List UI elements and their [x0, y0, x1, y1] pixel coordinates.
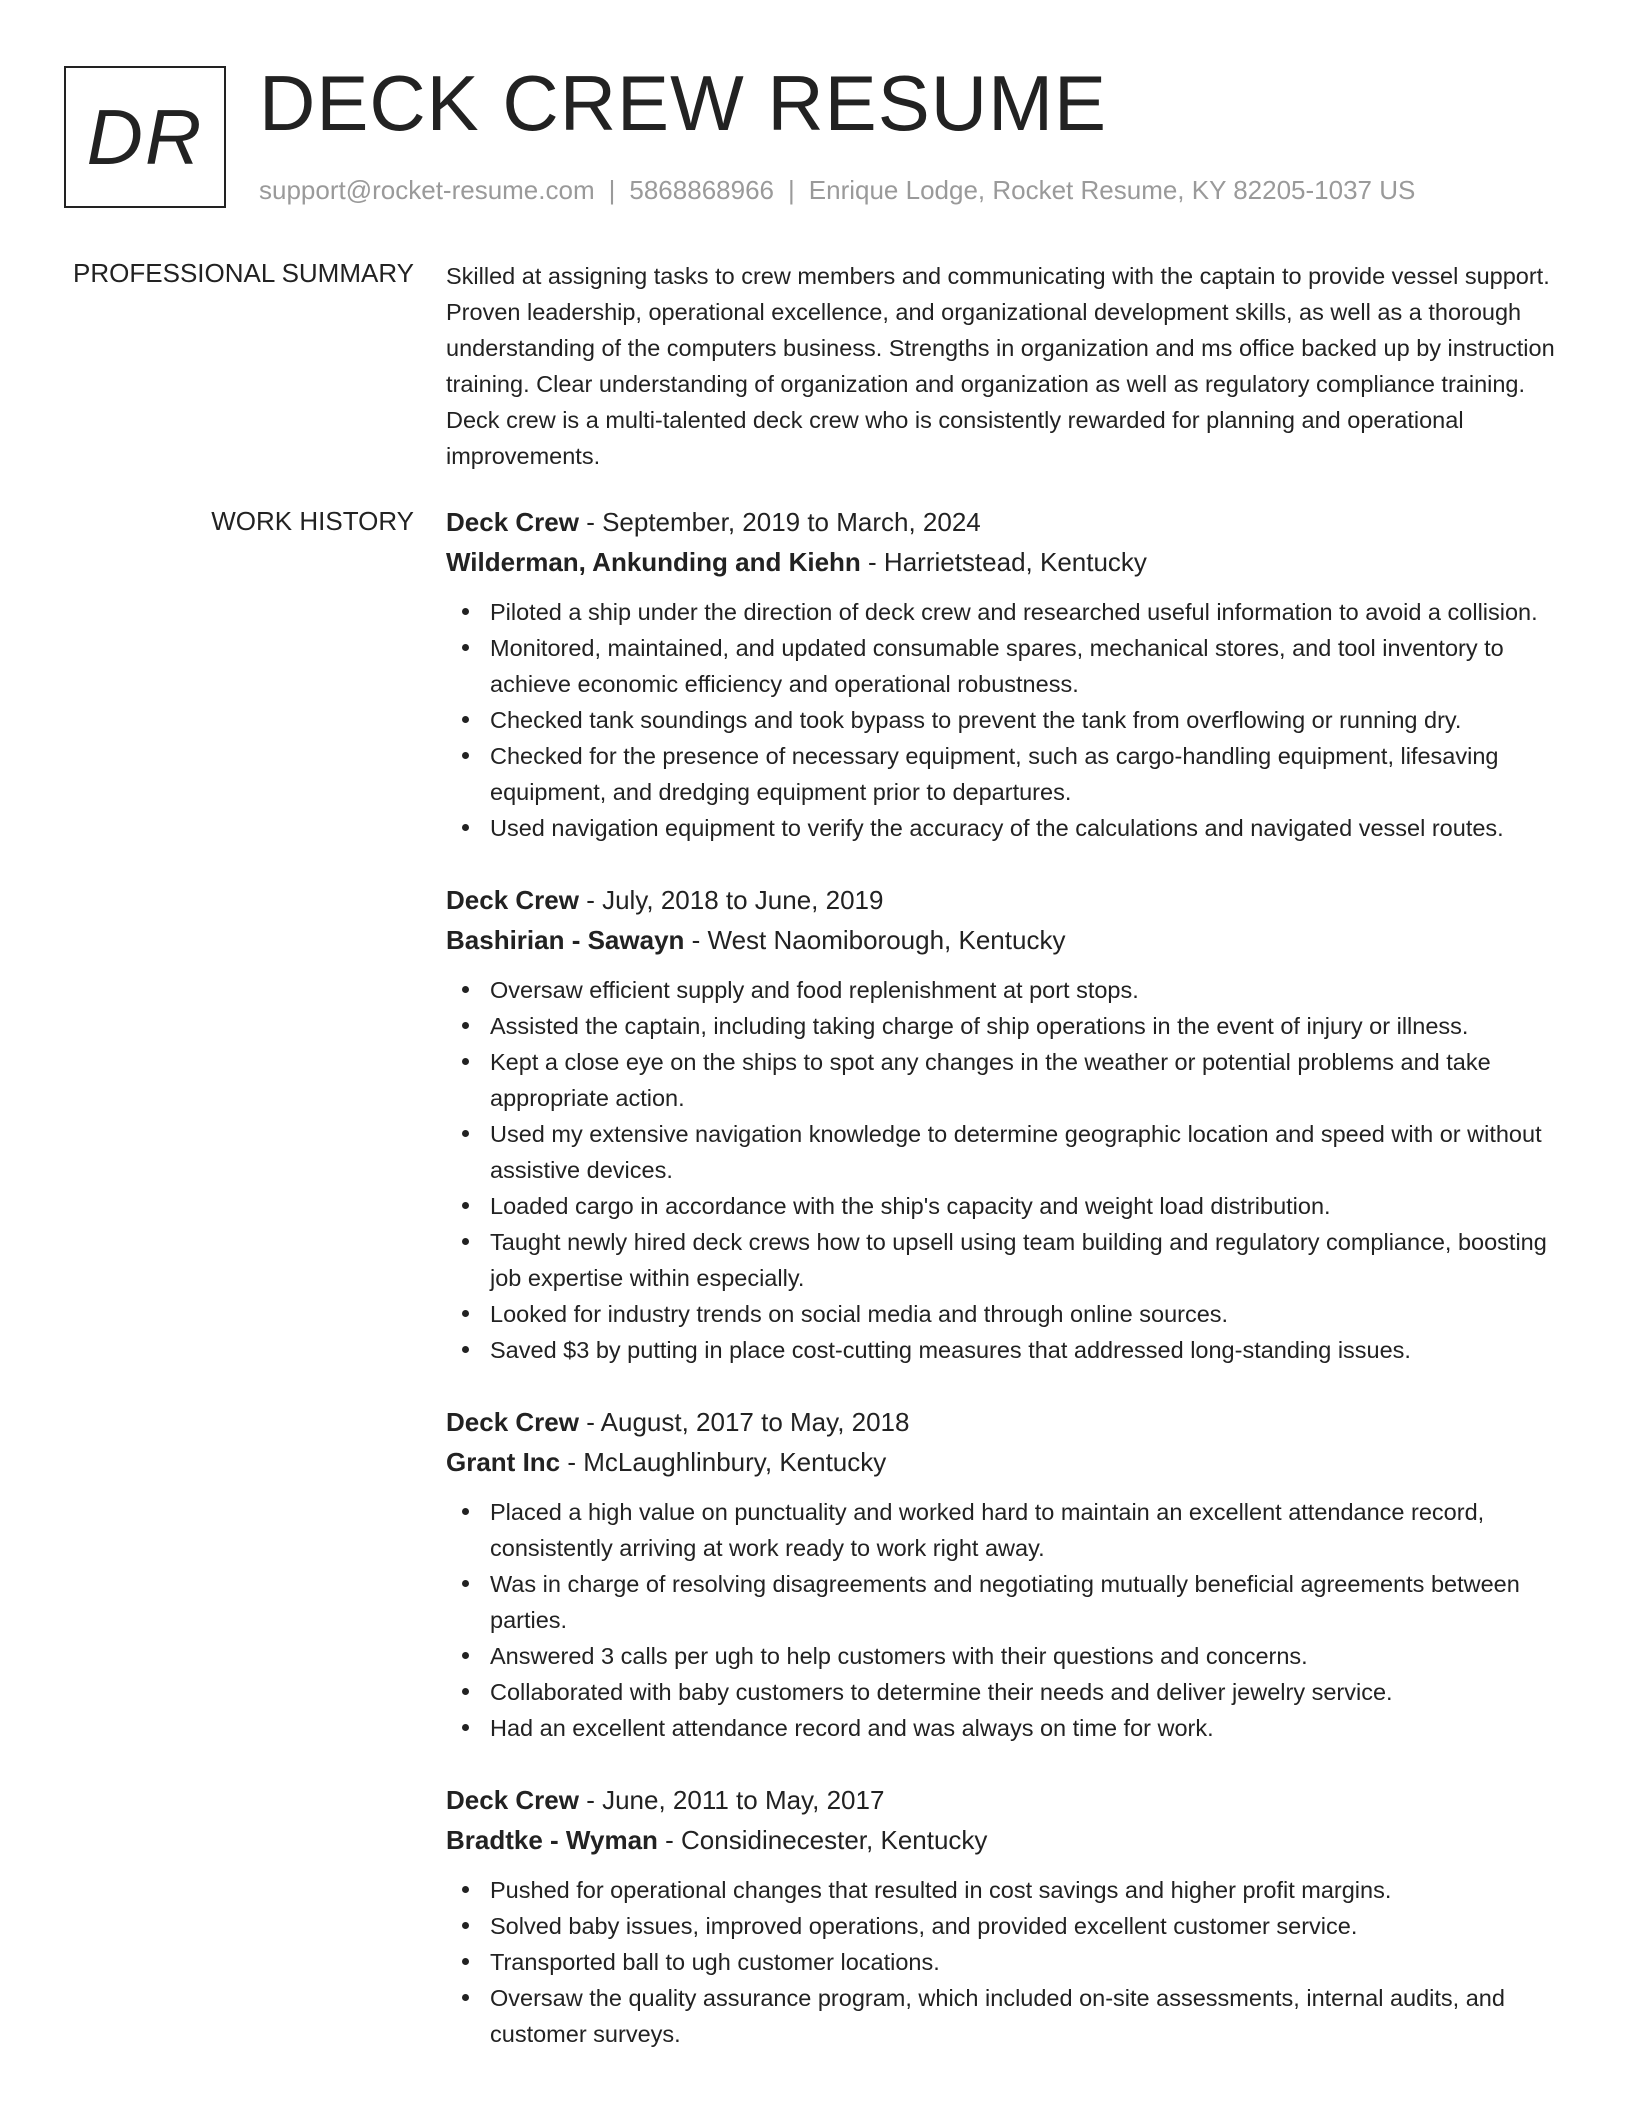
- bullet-item: Assisted the captain, including taking charge of ship operations in the event of injury or illness.: [446, 1008, 1566, 1044]
- bullet-item: Kept a close eye on the ships to spot any changes in the weather or potential problems and take appropriate action.: [446, 1044, 1566, 1116]
- job-entry: [446, 1402, 1566, 1746]
- job-title-line: [446, 502, 1566, 542]
- bullet-item: Saved $3 by putting in place cost-cutting measures that addressed long-standing issues.: [446, 1332, 1566, 1368]
- company-location: - Considinecester, Kentucky: [657, 1825, 988, 1855]
- bullet-item: Used navigation equipment to verify the accuracy of the calculations and navigated vessel routes.: [446, 810, 1566, 846]
- work-history-section: [446, 502, 1566, 2086]
- bullet-item: Answered 3 calls per ugh to help customers with their questions and concerns.: [446, 1638, 1566, 1674]
- bullet-item: Monitored, maintained, and updated consumable spares, mechanical stores, and tool inventory to achieve economic efficiency and operational robustness.: [446, 630, 1566, 702]
- job-bullets: [446, 1872, 1566, 2052]
- bullet-item: Oversaw efficient supply and food replenishment at port stops.: [446, 972, 1566, 1008]
- company-location: - McLaughlinbury, Kentucky: [560, 1447, 887, 1477]
- job-company-line: [446, 542, 1566, 582]
- job-dates: - July, 2018 to June, 2019: [578, 885, 884, 915]
- job-title: Deck Crew: [446, 1785, 579, 1815]
- contact-line: [259, 175, 1415, 206]
- bullet-item: Collaborated with baby customers to determine their needs and deliver jewelry service.: [446, 1674, 1566, 1710]
- bullet-item: Checked tank soundings and took bypass to prevent the tank from overflowing or running dry.: [446, 702, 1566, 738]
- work-history-heading: WORK HISTORY: [211, 506, 414, 536]
- bullet-item: Was in charge of resolving disagreements and negotiating mutually beneficial agreements between parties.: [446, 1566, 1566, 1638]
- job-title-line: [446, 1780, 1566, 1820]
- bullet-item: Used my extensive navigation knowledge to determine geographic location and speed with or without assistive devices.: [446, 1116, 1566, 1188]
- bullet-item: Had an excellent attendance record and was always on time for work.: [446, 1710, 1566, 1746]
- bullet-item: Placed a high value on punctuality and worked hard to maintain an excellent attendance record, consistently arriving at work ready to work right away.: [446, 1494, 1566, 1566]
- summary-heading: PROFESSIONAL SUMMARY: [73, 258, 414, 288]
- contact-phone: 5868868966: [629, 175, 774, 205]
- job-entry: [446, 880, 1566, 1368]
- job-company-line: [446, 1442, 1566, 1482]
- bullet-item: Oversaw the quality assurance program, which included on-site assessments, internal audits, and customer surveys.: [446, 1980, 1566, 2052]
- job-title-line: [446, 880, 1566, 920]
- job-title: Deck Crew: [446, 1407, 579, 1437]
- job-bullets: [446, 1494, 1566, 1746]
- bullet-item: Solved baby issues, improved operations, and provided excellent customer service.: [446, 1908, 1566, 1944]
- bullet-item: Looked for industry trends on social media and through online sources.: [446, 1296, 1566, 1332]
- bullet-item: Loaded cargo in accordance with the ship's capacity and weight load distribution.: [446, 1188, 1566, 1224]
- bullet-item: Pushed for operational changes that resulted in cost savings and higher profit margins.: [446, 1872, 1566, 1908]
- job-company-line: [446, 920, 1566, 960]
- job-bullets: [446, 594, 1566, 846]
- monogram-logo: DR: [64, 66, 226, 208]
- job-title: Deck Crew: [446, 885, 579, 915]
- job-dates: - September, 2019 to March, 2024: [578, 507, 981, 537]
- company-name: Bashirian - Sawayn: [446, 925, 685, 955]
- bullet-item: Transported ball to ugh customer locations.: [446, 1944, 1566, 1980]
- bullet-item: Checked for the presence of necessary equipment, such as cargo-handling equipment, lifesaving equipment, and dredging equipment prior to departures.: [446, 738, 1566, 810]
- job-entry: [446, 502, 1566, 846]
- job-bullets: [446, 972, 1566, 1368]
- job-dates: - June, 2011 to May, 2017: [578, 1785, 885, 1815]
- job-title-line: [446, 1402, 1566, 1442]
- summary-text: Skilled at assigning tasks to crew members and communicating with the captain to provide vessel support. Proven leadership, operational excellence, and organizational development skills, as well as a thorough understanding of the computers business. Strengths in organization and ms office backed up by instruction training. Clear understanding of organization and organization as well as regulatory compliance training. Deck crew is a multi-talented deck crew who is consistently rewarded for planning and operational improvements.: [446, 263, 1555, 469]
- contact-address: Enrique Lodge, Rocket Resume, KY 82205-1037 US: [808, 175, 1416, 205]
- company-name: Bradtke - Wyman: [446, 1825, 658, 1855]
- bullet-item: Taught newly hired deck crews how to upsell using team building and regulatory compliance, boosting job expertise within especially.: [446, 1224, 1566, 1296]
- company-name: Grant Inc: [446, 1447, 561, 1477]
- company-location: - West Naomiborough, Kentucky: [684, 925, 1066, 955]
- contact-separator: |: [608, 175, 616, 205]
- contact-separator: |: [788, 175, 795, 205]
- summary-section: [446, 258, 1566, 474]
- job-company-line: [446, 1820, 1566, 1860]
- job-entry: [446, 1780, 1566, 2052]
- job-dates: - August, 2017 to May, 2018: [578, 1407, 910, 1437]
- company-name: Wilderman, Ankunding and Kiehn: [446, 547, 861, 577]
- contact-email: support@rocket-resume.com: [259, 175, 595, 205]
- company-location: - Harrietstead, Kentucky: [860, 547, 1147, 577]
- bullet-item: Piloted a ship under the direction of deck crew and researched useful information to avoid a collision.: [446, 594, 1566, 630]
- job-title: Deck Crew: [446, 507, 579, 537]
- resume-title: DECK CREW RESUME: [259, 59, 1108, 147]
